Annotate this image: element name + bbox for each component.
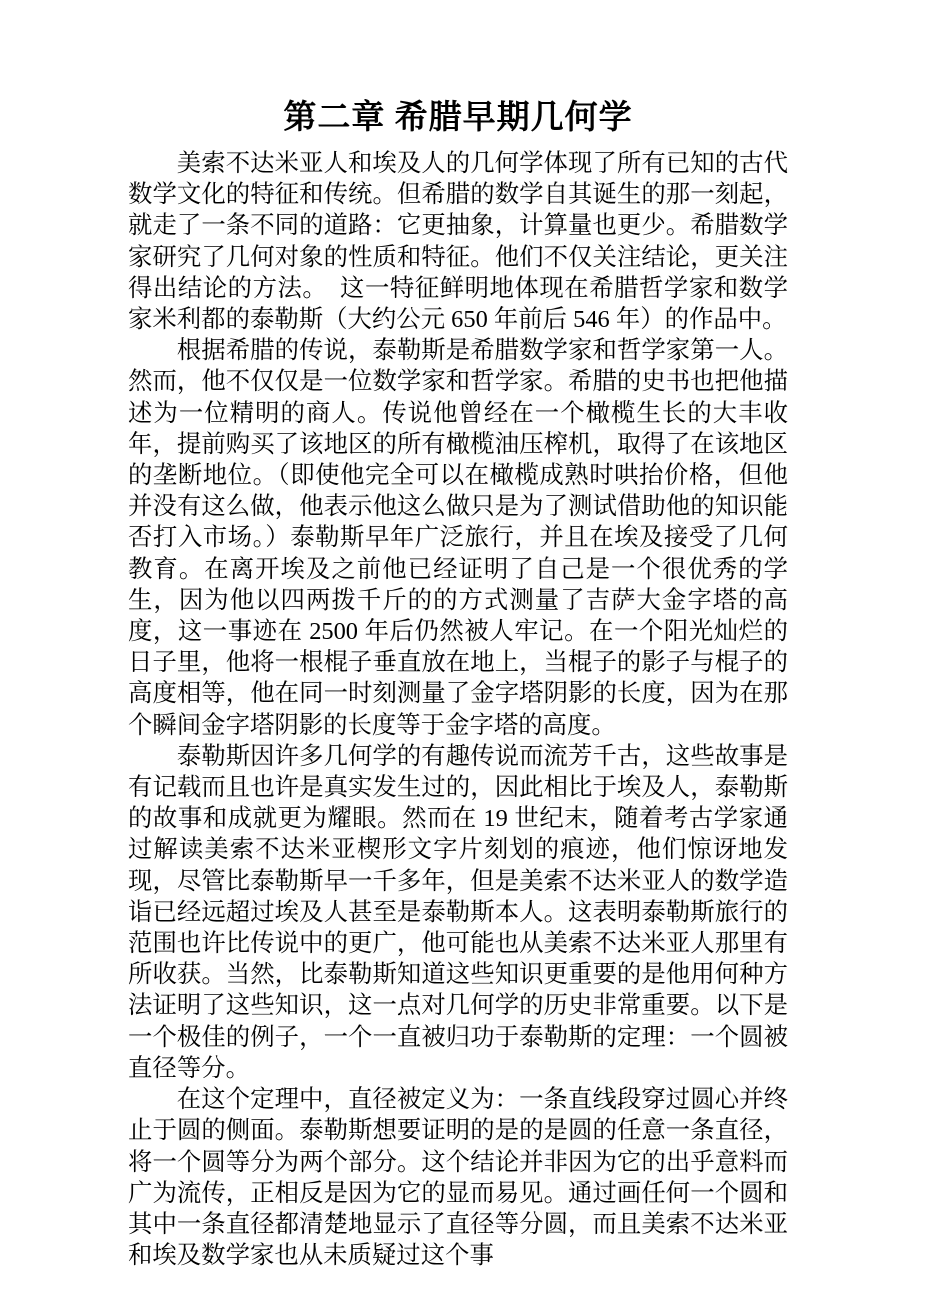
chapter-title: 第二章 希腊早期几何学	[283, 100, 633, 136]
paragraph-thales-legend: 根据希腊的传说，泰勒斯是希腊数学家和哲学家第一人。然而，他不仅仅是一位数学家和哲学家。希腊的史书也把他描述为一位精明的商人。传说他曾经在一个橄榄生长的大丰收年，提前购买了该地区的所有橄榄油压榨机，取得了在该地区的垄断地位。（即使他完全可以在橄榄成熟时哄抬价格，但他并没有这么做，他表示他这么做只是为了测试借助他的知识能否打入市场。）泰勒斯早年广泛旅行，并且在埃及接受了几何教育。在离开埃及之前他已经证明了自己是一个很优秀的学生，因为他以四两拨千斤的的方式测量了吉萨大金字塔的高度，这一事迹在 2500 年后仍然被人牢记。在一个阳光灿烂的日子里，他将一根棍子垂直放在地上，当棍子的影子与棍子的高度相等，他在同一时刻测量了金字塔阴影的长度，因为在那个瞬间金字塔阴影的长度等于金字塔的高度。	[128, 337, 788, 739]
paragraph-diameter-theorem: 在这个定理中，直径被定义为：一条直线段穿过圆心并终止于圆的侧面。泰勒斯想要证明的是的是圆的任意一条直径，将一个圆等分为两个部分。这个结论并非因为它的出乎意料而广为流传，正相反是因为它的显而易见。通过画任何一个圆和其中一条直径都清楚地显示了直径等分圆，而且美索不达米亚和埃及数学家也从未质疑过这个事	[128, 1086, 788, 1270]
paragraph-mesopotamia-discovery: 泰勒斯因许多几何学的有趣传说而流芳千古，这些故事是有记载而且也许是真实发生过的，因此相比于埃及人，泰勒斯的故事和成就更为耀眼。然而在 19 世纪末，随着考古学家通过解读美索不达米亚楔形文字片刻划的痕迹，他们惊讶地发现，尽管比泰勒斯早一千多年，但是美索不达米亚人的数学造诣已经远超过埃及人甚至是泰勒斯本人。这表明泰勒斯旅行的范围也许比传说中的更广，他可能也从美索不达米亚人那里有所收获。当然，比泰勒斯知道这些知识更重要的是他用何种方法证明了这些知识，这一点对几何学的历史非常重要。以下是一个极佳的例子，一个一直被归功于泰勒斯的定理：一个圆被直径等分。	[128, 742, 788, 1082]
paragraph-intro: 美索不达米亚人和埃及人的几何学体现了所有已知的古代数学文化的特征和传统。但希腊的数学自其诞生的那一刻起，就走了一条不同的道路：它更抽象，计算量也更少。希腊数学家研究了几何对象的性质和特征。他们不仅关注结论，更关注得出结论的方法。 这一特征鲜明地体现在希腊哲学家和数学家米利都的泰勒斯（大约公元 650 年前后 546 年）的作品中。	[128, 150, 788, 334]
